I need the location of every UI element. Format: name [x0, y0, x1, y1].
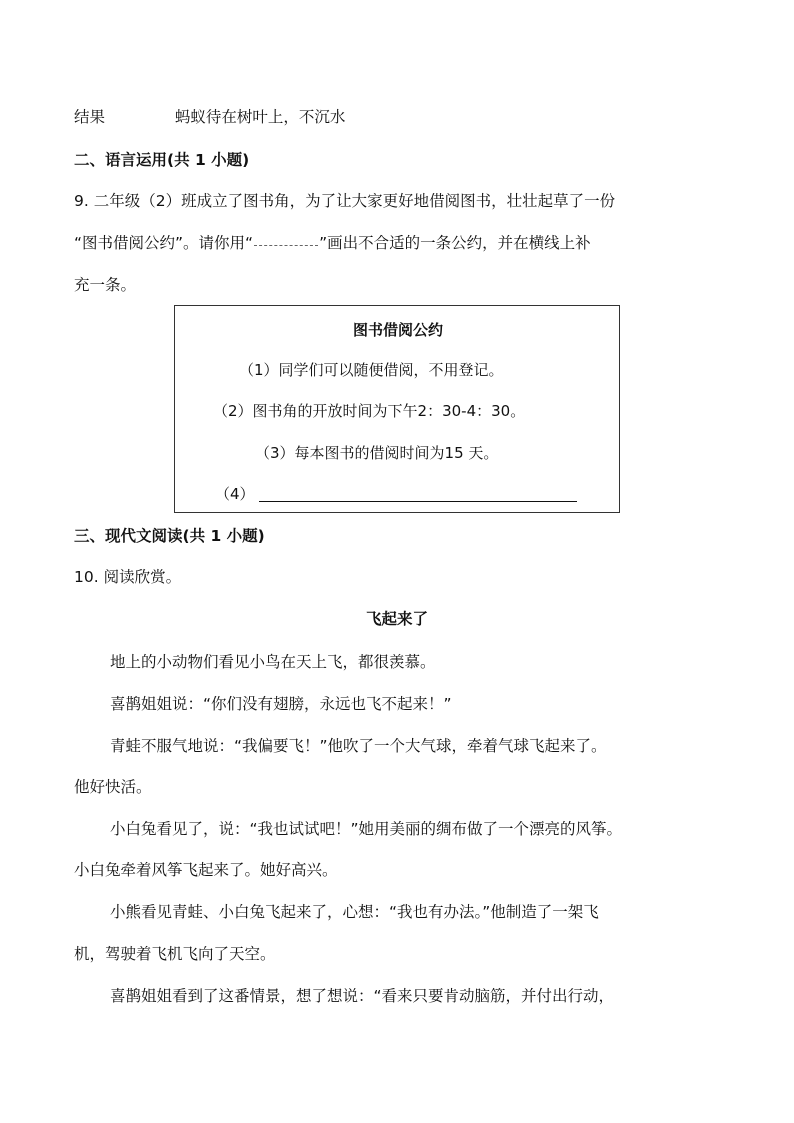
- result-label: 结果: [74, 108, 106, 126]
- library-rule-3: （3）每本图书的借阅时间为15 天。: [255, 444, 499, 462]
- passage-paragraph-4-line-1: 小白兔看见了，说：“我也试试吧！”她用美丽的绸布做了一个漂亮的风筝。: [110, 820, 623, 838]
- question-9-line-2-pre: “图书借阅公约”。请你用“: [74, 234, 254, 252]
- section-heading-reading: 三、现代文阅读(共 1 小题): [74, 527, 265, 545]
- library-rule-4: [215, 484, 577, 504]
- passage-paragraph-4-line-2: 小白兔牵着风筝飞起来了。她好高兴。: [74, 861, 338, 879]
- library-rules-box: [174, 305, 620, 513]
- question-10: 10. 阅读欣赏。: [74, 568, 182, 586]
- passage-title: 飞起来了: [365, 610, 428, 628]
- passage-paragraph-2: 喜鹊姐姐说：“你们没有翅膀，永远也飞不起来！”: [110, 695, 452, 713]
- section-heading-language: 二、语言运用(共 1 小题): [74, 151, 250, 169]
- library-rule-2: （2）图书角的开放时间为下午2：30-4：30。: [213, 402, 526, 420]
- passage-paragraph-1: 地上的小动物们看见小鸟在天上飞，都很羡慕。: [110, 653, 436, 671]
- library-rules-title: 图书借阅公约: [352, 321, 443, 339]
- library-rule-1: （1）同学们可以随便借阅，不用登记。: [239, 361, 504, 379]
- question-9-line-1: 9. 二年级（2）班成立了图书角，为了让大家更好地借阅图书，壮壮起草了一份: [74, 192, 616, 210]
- result-value: 蚂蚁待在树叶上，不沉水: [174, 108, 346, 126]
- result-row: [74, 107, 345, 127]
- passage-paragraph-6-line-1: 喜鹊姐姐看到了这番情景，想了想说：“看来只要肯动脑筋，并付出行动，: [110, 987, 615, 1005]
- passage-paragraph-5-line-1: 小熊看见青蛙、小白兔飞起来了，心想：“我也有办法。”他制造了一架飞: [110, 903, 599, 921]
- library-rule-4-label: （4）: [215, 485, 255, 503]
- question-9-line-2-post: ”画出不合适的一条公约，并在横线上补: [319, 234, 591, 252]
- wavy-underline-sample: [254, 245, 318, 246]
- passage-paragraph-3-line-1: 青蛙不服气地说：“我偏要飞！”他吹了一个大气球，牵着气球飞起来了。: [110, 737, 607, 755]
- question-9-line-3: 充一条。: [74, 276, 137, 294]
- question-9-line-2: [74, 233, 591, 253]
- passage-paragraph-5-line-2: 机，驾驶着飞机飞向了天空。: [74, 945, 276, 963]
- passage-paragraph-3-line-2: 他好快活。: [74, 778, 152, 796]
- answer-blank-line[interactable]: [259, 487, 577, 502]
